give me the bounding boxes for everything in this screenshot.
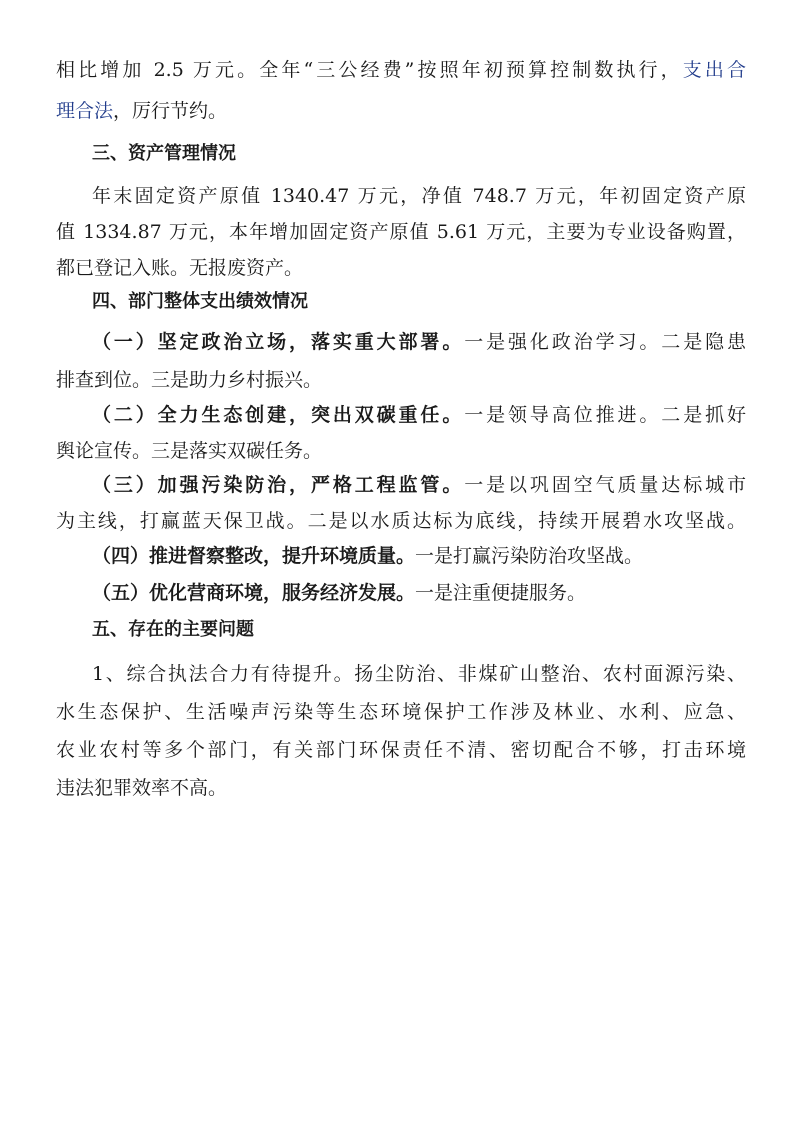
list-item: [92, 327, 746, 357]
highlighted-text: 支出合: [682, 59, 746, 81]
paragraph-line: [56, 55, 746, 85]
item-text: 一是打赢污染防治攻坚战。: [415, 545, 644, 567]
list-item: [92, 470, 746, 500]
item-text: 一是强化政治学习。二是隐患: [464, 331, 746, 353]
paragraph-line: 农业农村等多个部门，有关部门环保责任不清、密切配合不够，打击环境: [56, 739, 746, 761]
list-item: [92, 400, 746, 430]
item-lead: （五）优化营商环境，服务经济发展。: [92, 582, 416, 604]
paragraph-line: 水生态保护、生活噪声污染等生态环境保护工作涉及林业、水利、应急、: [56, 701, 746, 723]
highlighted-text: 理合法: [56, 100, 114, 122]
list-item: [92, 578, 746, 608]
paragraph-line: 1、综合执法合力有待提升。扬尘防治、非煤矿山整治、农村面源污染、: [92, 663, 746, 685]
item-lead: （三）加强污染防治，严格工程监管。: [92, 474, 465, 496]
text-segment: ，厉行节约。: [113, 100, 228, 122]
paragraph-line: 都已登记入账。无报废资产。: [56, 257, 304, 279]
item-lead: （一）坚定政治立场，落实重大部署。: [92, 331, 465, 353]
paragraph-line: 值 1334.87 万元，本年增加固定资产原值 5.61 万元，主要为专业设备购置，: [56, 221, 746, 243]
list-item-continuation: 为主线，打赢蓝天保卫战。二是以水质达标为底线，持续开展碧水攻坚战。: [56, 510, 746, 532]
paragraph-line: 违法犯罪效率不高。: [56, 777, 228, 799]
item-lead: （二）全力生态创建，突出双碳重任。: [92, 404, 465, 426]
list-item-continuation: 排查到位。三是助力乡村振兴。: [56, 369, 323, 391]
list-item-continuation: 舆论宣传。三是落实双碳任务。: [56, 440, 323, 462]
section-heading: 四、部门整体支出绩效情况: [92, 291, 308, 312]
item-text: 一是注重便捷服务。: [415, 582, 587, 604]
text-segment: 相比增加 2.5 万元。全年“三公经费”按照年初预算控制数执行，: [56, 59, 683, 81]
paragraph-line: 年末固定资产原值 1340.47 万元，净值 748.7 万元，年初固定资产原: [92, 185, 746, 207]
item-lead: （四）推进督察整改，提升环境质量。: [92, 545, 416, 567]
item-text: 一是以巩固空气质量达标城市: [464, 474, 746, 496]
paragraph-line: [56, 96, 746, 126]
list-item: [92, 541, 746, 571]
item-text: 一是领导高位推进。二是抓好: [464, 404, 746, 426]
section-heading: 五、存在的主要问题: [92, 619, 254, 640]
section-heading: 三、资产管理情况: [92, 143, 236, 164]
